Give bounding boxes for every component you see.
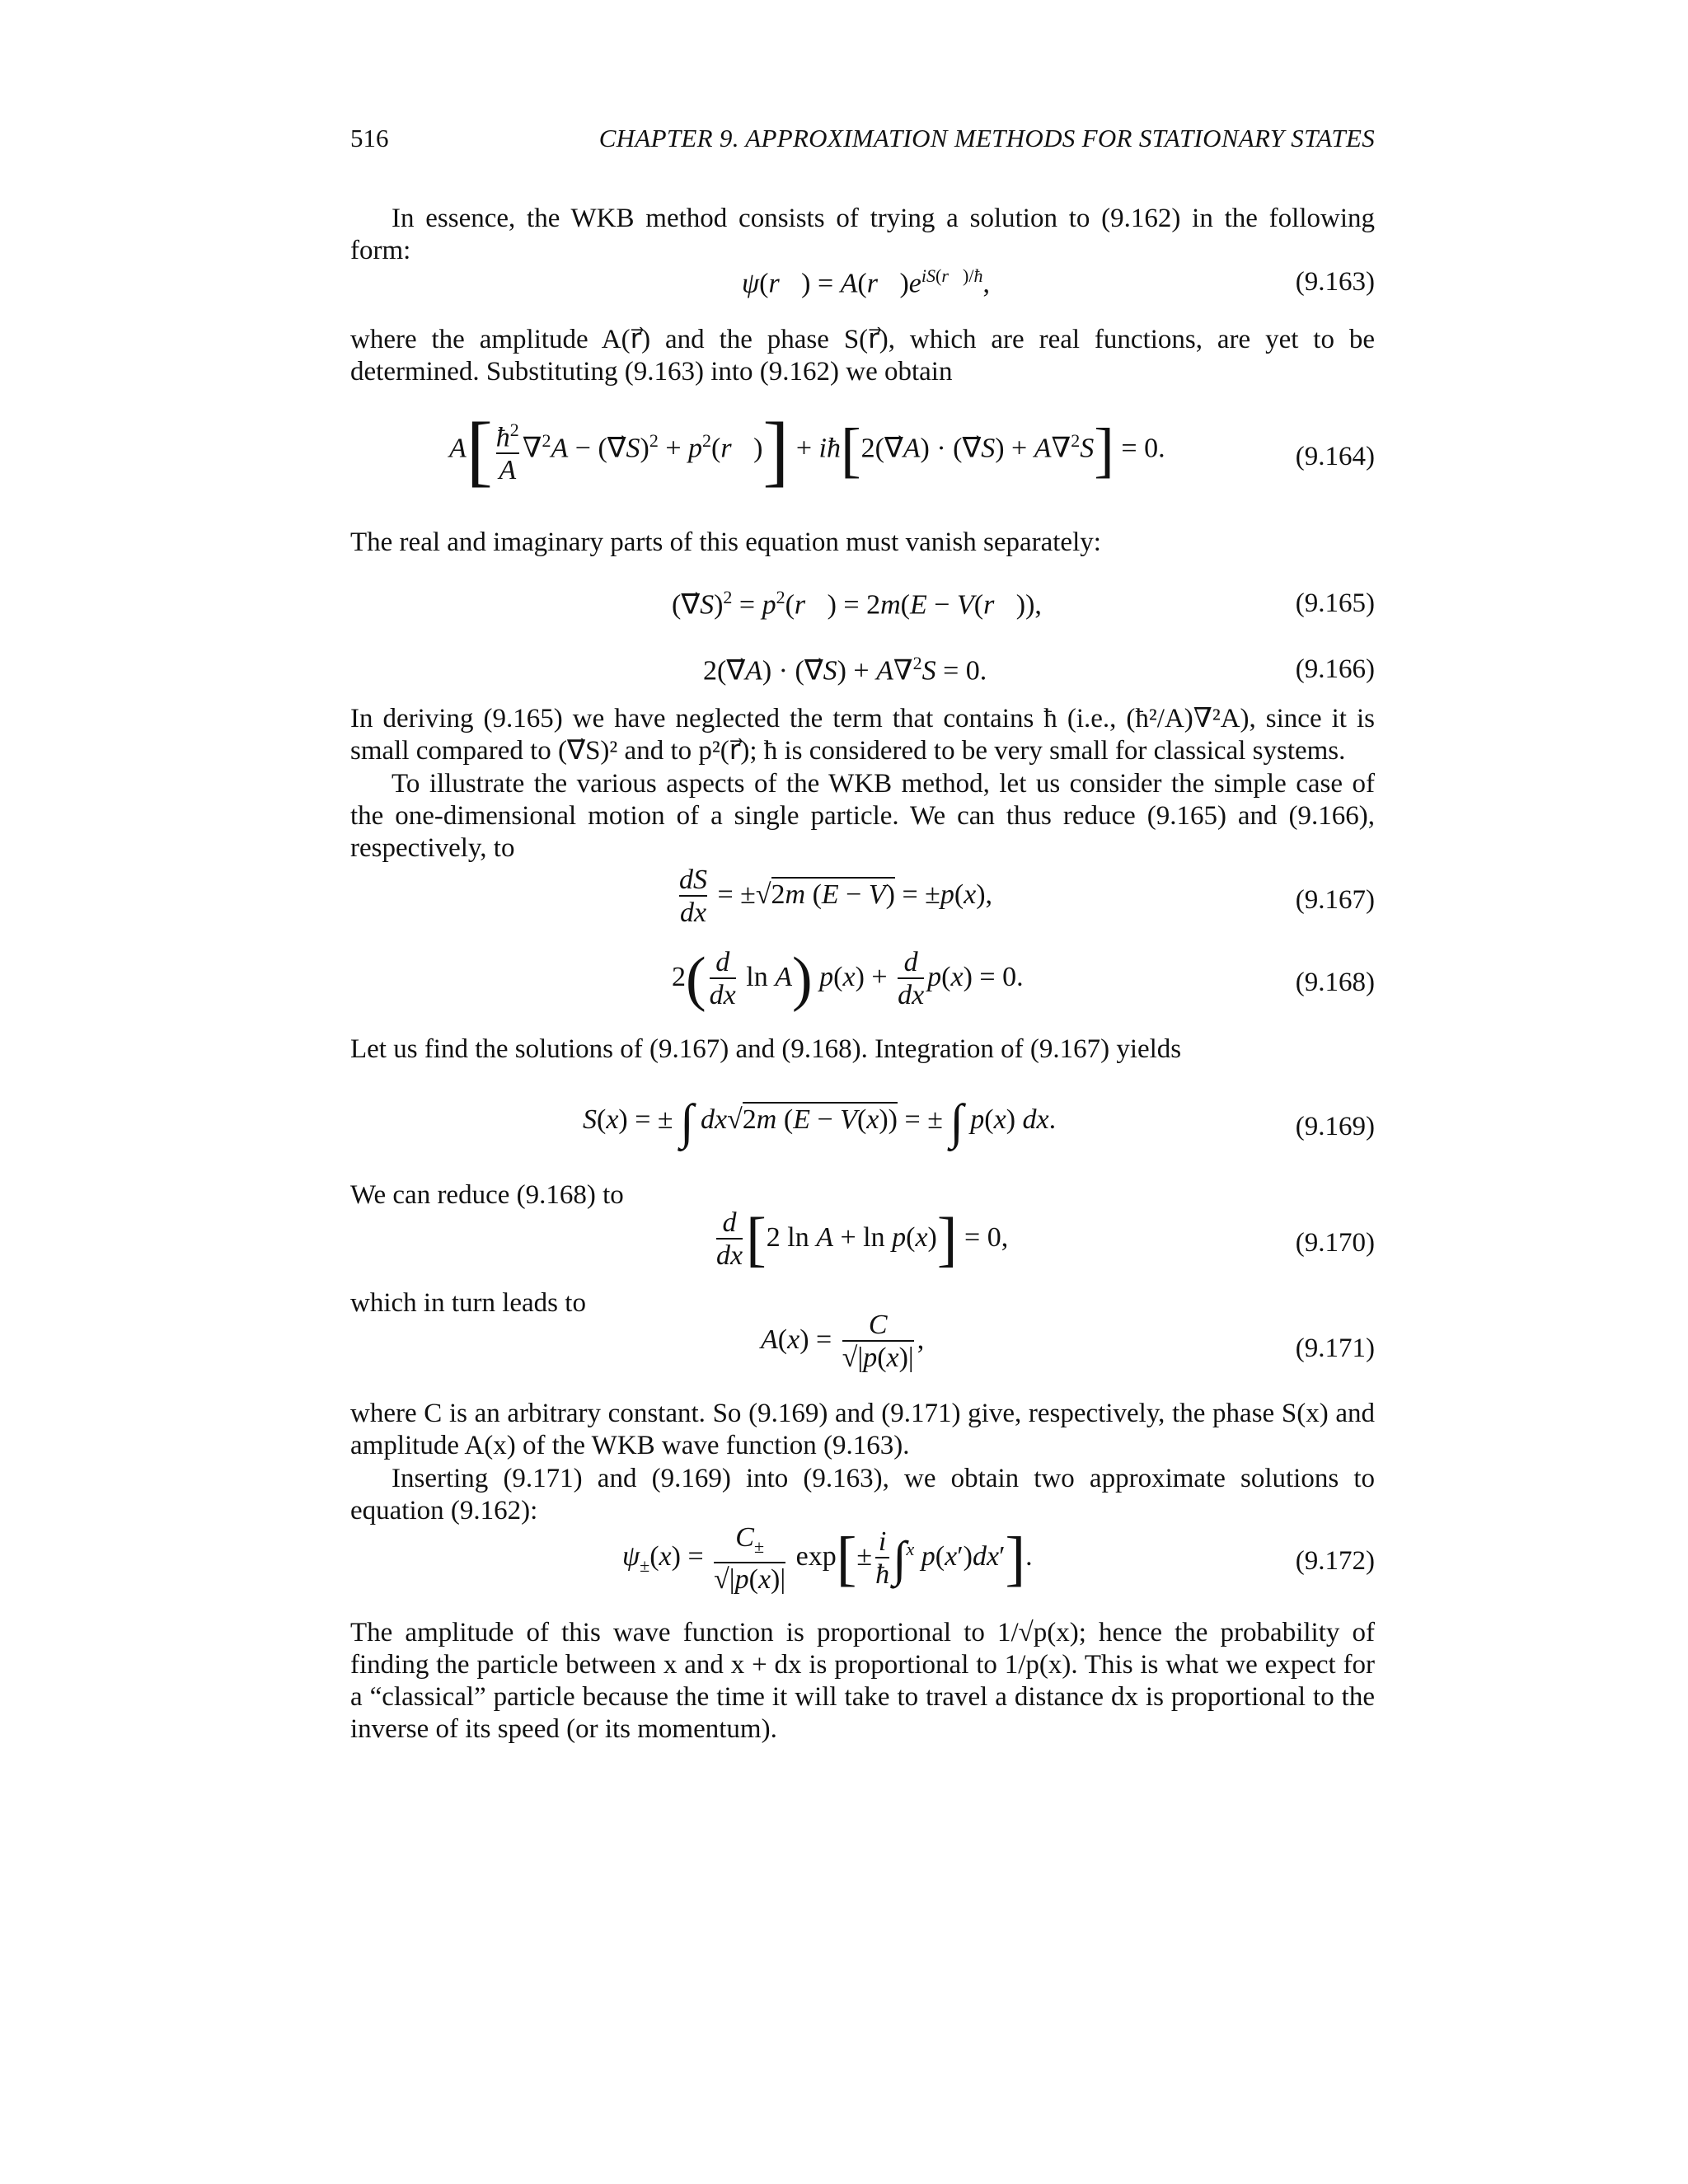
equation-number: (9.170): [1295, 1228, 1375, 1258]
equation-9-167: $\frac{dS}{dx}$ = ±√2m (E − V) = ±p(x), (9.167): [679, 865, 1375, 928]
paragraph: We can reduce (9.168) to: [350, 1180, 624, 1210]
paragraph: where the amplitude A(r⃗) and the phase S(r⃗), which are real functions, are yet to be determined. Substituting (9.163) into (9.162) we obtain: [350, 325, 1375, 387]
equation-number: (9.165): [1295, 588, 1375, 618]
equation-number: (9.168): [1295, 968, 1375, 997]
equation-number: (9.163): [1295, 267, 1375, 297]
equation-number: (9.164): [1295, 442, 1375, 471]
equation-9-172: $\psi_\pm(x)$ = $\frac{C_\pm}{√|p(x)|}$ exp[± $\frac{i}{ħ}$ ∫$^x$ p(x′)dx′]. (9.172): [622, 1522, 1375, 1595]
chapter-title: CHAPTER 9. APPROXIMATION METHODS FOR STATIONARY STATES: [598, 124, 1375, 152]
equation-9-171: A(x) = $\frac{C}{√|p(x)|}$ , (9.171): [761, 1310, 1375, 1373]
equation-number: (9.172): [1295, 1546, 1375, 1576]
equation-9-170: $\frac{d}{dx}$ [2 ln A + ln p(x)] = 0, (9.170): [716, 1206, 1375, 1273]
equation-number: (9.169): [1295, 1112, 1375, 1141]
equation-9-163: ψ(r⃗) = $A(r⃗)e^{iS(r⃗)/ħ}$, (9.163): [742, 265, 1375, 299]
equation-number: (9.171): [1295, 1333, 1375, 1363]
equation-9-165: (∇⃗S)$^2$ = $p^2(r⃗) = 2m(E$ − V(r⃗)), (9.165): [672, 587, 1375, 621]
equation-9-169: S(x) = ± ∫ dx√2m (E − V(x)) = ± ∫ p(x) dx. (9.169): [583, 1094, 1375, 1149]
paragraph: In essence, the WKB method consists of trying a solution to (9.162) in the following form:: [350, 204, 1375, 265]
paragraph: Let us find the solutions of (9.167) and (9.168). Integration of (9.167) yields: [350, 1034, 1182, 1064]
paragraph: In deriving (9.165) we have neglected the term that contains ħ (i.e., (ħ²/A)∇²A), since it is small compared to (∇⃗S)² and to p²(r⃗); ħ is considered to be very small for classical systems.: [350, 704, 1375, 766]
paragraph: where C is an arbitrary constant. So (9.169) and (9.171) give, respectively, the phase S(x) and amplitude A(x) of the WKB wave function (9.163).: [350, 1399, 1375, 1460]
equation-9-164: A[ $\frac{ħ^2}{A}$ ∇$^2$A − (∇⃗S)$^2$ + $p^2(r⃗)$] + iħ[2(∇⃗A) · (∇⃗S) + A∇$^2$S] = 0. (9.164): [449, 405, 1375, 494]
equation-9-168: 2( $\frac{d}{dx}$ ln A) p(x) + $\frac{d}{dx}$ p(x) = 0. (9.168): [672, 945, 1375, 1013]
paragraph: The amplitude of this wave function is proportional to 1/√p(x); hence the probability of finding the particle between x and x + dx is proportional to 1/p(x). This is what we expect for a “classical” particle because the time it will take to travel a distance dx is proportional to the inverse of its speed (or its momentum).: [350, 1618, 1375, 1744]
equation-number: (9.167): [1295, 885, 1375, 915]
equation-number: (9.166): [1295, 654, 1375, 684]
paragraph: To illustrate the various aspects of the WKB method, let us consider the simple case of the one-dimensional motion of a single particle. We can thus reduce (9.165) and (9.166), respectively, to: [350, 769, 1375, 863]
paragraph: Inserting (9.171) and (9.169) into (9.163), we obtain two approximate solutions to equation (9.162):: [350, 1464, 1375, 1526]
equation-9-166: 2(∇⃗A) · (∇⃗S) + A∇$^2$S = 0. (9.166): [703, 653, 1375, 687]
page-number: 516: [350, 124, 389, 152]
paragraph: which in turn leads to: [350, 1288, 586, 1318]
paragraph: The real and imaginary parts of this equation must vanish separately:: [350, 527, 1101, 557]
